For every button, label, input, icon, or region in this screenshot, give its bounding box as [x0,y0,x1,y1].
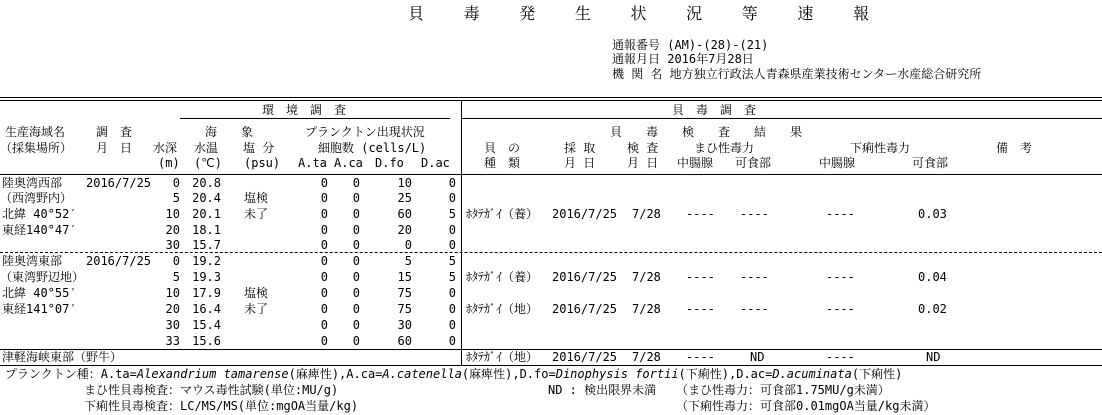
salinity-note: 未了 [244,207,269,221]
aca-value: 0 [352,207,360,221]
ata-value: 0 [320,286,328,300]
nd-note: ND : 検出限界未満 [548,383,657,397]
aca-value: 0 [352,238,360,252]
latitude: 北緯 40°52′ [2,207,77,221]
table-bottom-rule [0,365,1102,366]
depth-unit: (m) [158,156,180,170]
dac-value: 0 [448,286,456,300]
dfo-value: 10 [397,176,412,190]
area-site-header: （採集場所） [0,141,73,155]
psp-method-note: まひ性貝毒検査：マウス毒性試験(単位:MU/g) [84,383,339,397]
depth-value: 33 [165,334,180,348]
shell-kind: ﾎﾀﾃｶﾞｲ（養） [466,207,539,221]
ata-value: 0 [320,302,328,316]
depth-value: 5 [172,191,180,205]
agency: 機 関 名 地方独立行政法人青森県産業技術センター水産総合研究所 [612,67,982,81]
longitude: 東経141°07′ [2,302,77,316]
sampling-date: 2016/7/25 [552,207,618,221]
psp-gland-header: 中腸腺 [677,156,714,170]
test-date-header: 月 日 [627,156,659,170]
temp-value: 15.4 [192,318,221,332]
temp-value: 15.6 [192,334,221,348]
psp-header: まひ性毒力 [694,141,755,155]
area-name-header: 生産海域名 [5,125,66,139]
depth-value: 10 [165,286,180,300]
sampling-date: 2016/7/25 [552,302,618,316]
env-header-rule [180,118,450,119]
temp-value: 19.3 [192,270,221,284]
dac-value: 5 [448,254,456,268]
result-header: 貝 毒 検 査 結 果 [610,125,803,139]
dac-value: 0 [448,318,456,332]
temp-value: 17.9 [192,286,221,300]
salinity-unit: (psu) [244,156,281,170]
dfo-value: 15 [397,270,412,284]
psp-limit-note: （まひ性毒力：可食部1.75MU/g未満） [676,383,890,397]
dac-value: 5 [448,207,456,221]
depth-value: 20 [165,302,180,316]
table-top-rule-2 [0,100,1102,101]
psp-gland-value: ---- [686,350,715,364]
area-name: 陸奥湾西部 [2,176,63,190]
dsp-gland-value: ---- [826,270,855,284]
depth-value: 30 [165,238,180,252]
aca-value: 0 [352,334,360,348]
psp-gland-value: ---- [686,207,715,221]
survey-date: 2016/7/25 [86,176,152,190]
psp-edible-header: 可食部 [735,156,772,170]
depth-value: 5 [172,270,180,284]
dsp-edible-header: 可食部 [912,156,949,170]
remarks-header: 備 考 [996,141,1033,155]
temp-value: 15.7 [192,238,221,252]
dfo-value: 75 [397,286,412,300]
sampling-date: 2016/7/25 [552,350,618,364]
dfo-value: 30 [397,318,412,332]
report-number: 通報番号 (AM)-(28)-(21) [612,38,769,52]
shell-kind: ﾎﾀﾃｶﾞｲ（地） [466,302,539,316]
table-top-rule [0,97,1102,98]
shell-kind-header: 種 類 [484,156,521,170]
ata-value: 0 [320,270,328,284]
env-shell-separator [461,100,462,365]
psp-edible-value: ---- [740,207,769,221]
plankton-header: プランクトン出現状況 [305,125,425,139]
dac-value: 0 [448,223,456,237]
dfo-value: 25 [397,191,412,205]
temp-value: 19.2 [192,254,221,268]
header-bottom-rule [0,174,1102,175]
ata-value: 0 [320,238,328,252]
dfo-value: 20 [397,223,412,237]
longitude: 東経140°47′ [2,223,77,237]
dac-value: 5 [448,270,456,284]
dsp-method-note: 下痢性貝毒検査：LC/MS/MS(単位:mgOA当量/kg) [84,399,359,413]
dsp-gland-value: ---- [826,302,855,316]
psp-gland-value: ---- [686,270,715,284]
shell-kind: ﾎﾀﾃｶﾞｲ（地） [466,350,539,364]
ata-value: 0 [320,223,328,237]
depth-header: 水深 [153,141,178,155]
psp-edible-value: ---- [740,302,769,316]
shell-survey-header: 貝 毒 調 査 [672,103,757,117]
section-divider [0,252,1102,253]
aca-value: 0 [352,286,360,300]
dfo-header: D.fo [375,156,404,170]
env-survey-header: 環 境 調 査 [262,103,347,117]
dsp-gland-header: 中腸腺 [819,156,856,170]
ata-value: 0 [320,254,328,268]
aca-value: 0 [352,270,360,284]
aca-value: 0 [352,191,360,205]
ata-value: 0 [320,334,328,348]
latitude: 北緯 40°55′ [2,286,77,300]
psp-edible-value: ---- [740,270,769,284]
report-date: 通報月日 2016年7月28日 [612,52,754,66]
salinity-header: 塩 分 [243,141,275,155]
salinity-note: 未了 [244,302,269,316]
temp-value: 16.4 [192,302,221,316]
cell-count-header: 細胞数 (cells/L) [318,141,427,155]
psp-edible-value: ND [750,350,765,364]
dfo-value: 5 [404,254,412,268]
dfo-value: 60 [397,334,412,348]
dfo-value: 60 [397,207,412,221]
dsp-edible-value: 0.04 [918,270,947,284]
dsp-header: 下痢性毒力 [850,141,911,155]
ata-value: 0 [320,176,328,190]
temp-value: 18.1 [192,223,221,237]
temp-value: 20.8 [192,176,221,190]
survey-header: 調 査 [96,125,133,139]
ata-value: 0 [320,207,328,221]
aca-header: A.ca [334,156,363,170]
dac-value: 0 [448,334,456,348]
test-date: 7/28 [632,302,661,316]
salinity-note: 塩検 [244,191,269,205]
area-site: （西湾野内） [0,191,73,205]
shell-header-rule [462,118,1102,119]
plankton-species-note: プランクトン種：A.ta=Alexandrium tamarense(麻痺性),A.ca=A.catenella(麻痺性),D.fo=Dinophysis fortii(下痢性),D.ac=D.acuminata(下痢性) [5,367,903,381]
temp-value: 20.1 [192,207,221,221]
test-date: 7/28 [632,350,661,364]
salinity-note: 塩検 [244,286,269,300]
aca-value: 0 [352,302,360,316]
depth-value: 10 [165,207,180,221]
sampling-date-header: 月 日 [564,156,596,170]
dsp-edible-value: 0.02 [918,302,947,316]
temp-header: 水温 [194,141,219,155]
survey-date: 2016/7/25 [86,254,152,268]
sampling-date: 2016/7/25 [552,270,618,284]
dsp-gland-value: ---- [826,350,855,364]
test-date: 7/28 [632,270,661,284]
dsp-gland-value: ---- [826,207,855,221]
depth-value: 20 [165,223,180,237]
ata-value: 0 [320,191,328,205]
dac-value: 0 [448,191,456,205]
survey-date-header: 月 日 [96,141,133,155]
ocean-header: 海 象 [205,125,254,139]
aca-value: 0 [352,254,360,268]
test-header: 検 査 [627,141,659,155]
temp-value: 20.4 [192,191,221,205]
aca-value: 0 [352,223,360,237]
dsp-edible-value: 0.03 [918,207,947,221]
area-name: 津軽海峡東部（野牛） [2,350,123,364]
dsp-edible-value: ND [926,350,941,364]
page-title: 貝 毒 発 生 状 況 等 速 報 [408,4,885,23]
depth-value: 0 [172,254,180,268]
area-name: 陸奥湾東部 [2,254,63,268]
temp-unit: (℃) [194,156,222,170]
dac-header: D.ac [421,156,450,170]
shell-header: 貝 の [484,141,521,155]
dfo-value: 0 [404,238,412,252]
aca-value: 0 [352,318,360,332]
depth-value: 30 [165,318,180,332]
shell-kind: ﾎﾀﾃｶﾞｲ（養） [466,270,539,284]
psp-gland-value: ---- [686,302,715,316]
aca-value: 0 [352,176,360,190]
sampling-header: 採 取 [564,141,596,155]
ata-value: 0 [320,318,328,332]
depth-value: 0 [172,176,180,190]
dac-value: 0 [448,176,456,190]
test-date: 7/28 [632,207,661,221]
area-site: （東湾野辺地） [0,270,85,284]
dac-value: 0 [448,238,456,252]
dsp-limit-note: （下痢性毒力：可食部0.01mgOA当量/kg未満） [676,399,936,413]
dfo-value: 75 [397,302,412,316]
ata-header: A.ta [298,156,327,170]
dac-value: 0 [448,302,456,316]
